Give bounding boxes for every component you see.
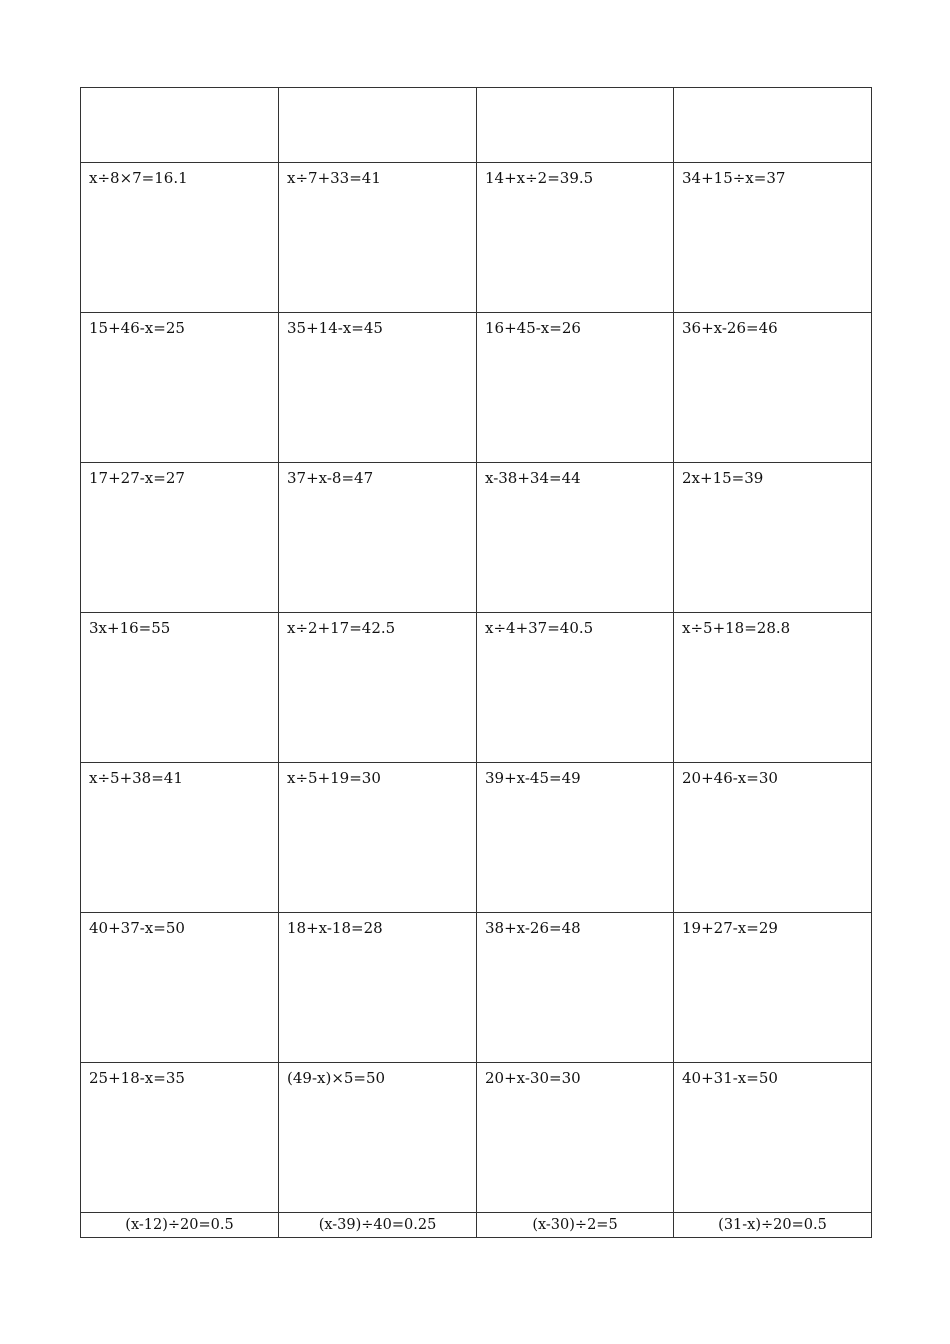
equation-cell bbox=[674, 913, 872, 1063]
equation-text: (x-30)÷2=5 bbox=[532, 1217, 618, 1233]
equation-cell bbox=[81, 1213, 279, 1238]
equation-cell bbox=[674, 1213, 872, 1238]
equation-cell bbox=[477, 163, 674, 313]
equation-cell bbox=[279, 313, 477, 463]
equation-text: 15+46-x=25 bbox=[89, 319, 185, 337]
equation-cell bbox=[81, 1063, 279, 1213]
equation-cell bbox=[81, 613, 279, 763]
equation-cell bbox=[674, 1063, 872, 1213]
empty-cell bbox=[674, 88, 872, 163]
equation-cell bbox=[477, 313, 674, 463]
empty-header-row bbox=[81, 88, 872, 163]
equation-cell bbox=[279, 1063, 477, 1213]
equation-text: x÷2+17=42.5 bbox=[287, 619, 396, 637]
equation-cell bbox=[81, 763, 279, 913]
equation-cell bbox=[674, 613, 872, 763]
equation-worksheet-table bbox=[80, 87, 872, 1238]
equation-row-last bbox=[81, 1213, 872, 1238]
equation-text: 16+45-x=26 bbox=[485, 319, 581, 337]
equation-text: 34+15÷x=37 bbox=[682, 169, 786, 187]
equation-text: x÷5+19=30 bbox=[287, 769, 381, 787]
equation-row bbox=[81, 613, 872, 763]
equation-text: 40+37-x=50 bbox=[89, 919, 185, 937]
equation-text: 17+27-x=27 bbox=[89, 469, 185, 487]
equation-text: 3x+16=55 bbox=[89, 619, 171, 637]
equation-cell bbox=[279, 763, 477, 913]
equation-text: x÷5+18=28.8 bbox=[682, 619, 791, 637]
empty-cell bbox=[81, 88, 279, 163]
equation-row bbox=[81, 313, 872, 463]
equation-cell bbox=[279, 913, 477, 1063]
equation-text: 18+x-18=28 bbox=[287, 919, 383, 937]
equation-row bbox=[81, 463, 872, 613]
equation-cell bbox=[81, 913, 279, 1063]
equation-text: (x-12)÷20=0.5 bbox=[125, 1217, 234, 1233]
equation-cell bbox=[81, 163, 279, 313]
equation-cell bbox=[477, 1063, 674, 1213]
equation-cell bbox=[674, 763, 872, 913]
equation-cell bbox=[477, 463, 674, 613]
equation-cell bbox=[674, 463, 872, 613]
equation-cell bbox=[279, 1213, 477, 1238]
empty-cell bbox=[477, 88, 674, 163]
equation-row bbox=[81, 763, 872, 913]
equation-text: 19+27-x=29 bbox=[682, 919, 778, 937]
equation-text: x÷5+38=41 bbox=[89, 769, 183, 787]
equation-text: 38+x-26=48 bbox=[485, 919, 581, 937]
equation-text: (31-x)÷20=0.5 bbox=[718, 1217, 827, 1233]
equation-text: 39+x-45=49 bbox=[485, 769, 581, 787]
equation-cell bbox=[477, 613, 674, 763]
equation-cell bbox=[279, 613, 477, 763]
equation-text: 25+18-x=35 bbox=[89, 1069, 185, 1087]
equation-cell bbox=[477, 913, 674, 1063]
equation-text: x÷4+37=40.5 bbox=[485, 619, 594, 637]
empty-cell bbox=[279, 88, 477, 163]
equation-text: 14+x÷2=39.5 bbox=[485, 169, 594, 187]
equation-cell bbox=[81, 463, 279, 613]
equation-text: x÷8×7=16.1 bbox=[89, 169, 188, 187]
equation-row bbox=[81, 163, 872, 313]
equation-text: (x-39)÷40=0.25 bbox=[318, 1217, 437, 1233]
equation-text: 20+46-x=30 bbox=[682, 769, 778, 787]
equation-text: 36+x-26=46 bbox=[682, 319, 778, 337]
equation-text: x÷7+33=41 bbox=[287, 169, 381, 187]
equation-text: 2x+15=39 bbox=[682, 469, 764, 487]
equation-cell bbox=[279, 163, 477, 313]
equation-cell bbox=[279, 463, 477, 613]
equation-cell bbox=[477, 1213, 674, 1238]
equation-row bbox=[81, 913, 872, 1063]
equation-text: 37+x-8=47 bbox=[287, 469, 374, 487]
equation-cell bbox=[674, 313, 872, 463]
equation-text: 35+14-x=45 bbox=[287, 319, 383, 337]
equation-row bbox=[81, 1063, 872, 1213]
equation-cell bbox=[81, 313, 279, 463]
equation-text: 20+x-30=30 bbox=[485, 1069, 581, 1087]
equation-text: (49-x)×5=50 bbox=[287, 1069, 386, 1087]
equation-cell bbox=[674, 163, 872, 313]
equation-text: 40+31-x=50 bbox=[682, 1069, 778, 1087]
equation-text: x-38+34=44 bbox=[485, 469, 581, 487]
equation-cell bbox=[477, 763, 674, 913]
